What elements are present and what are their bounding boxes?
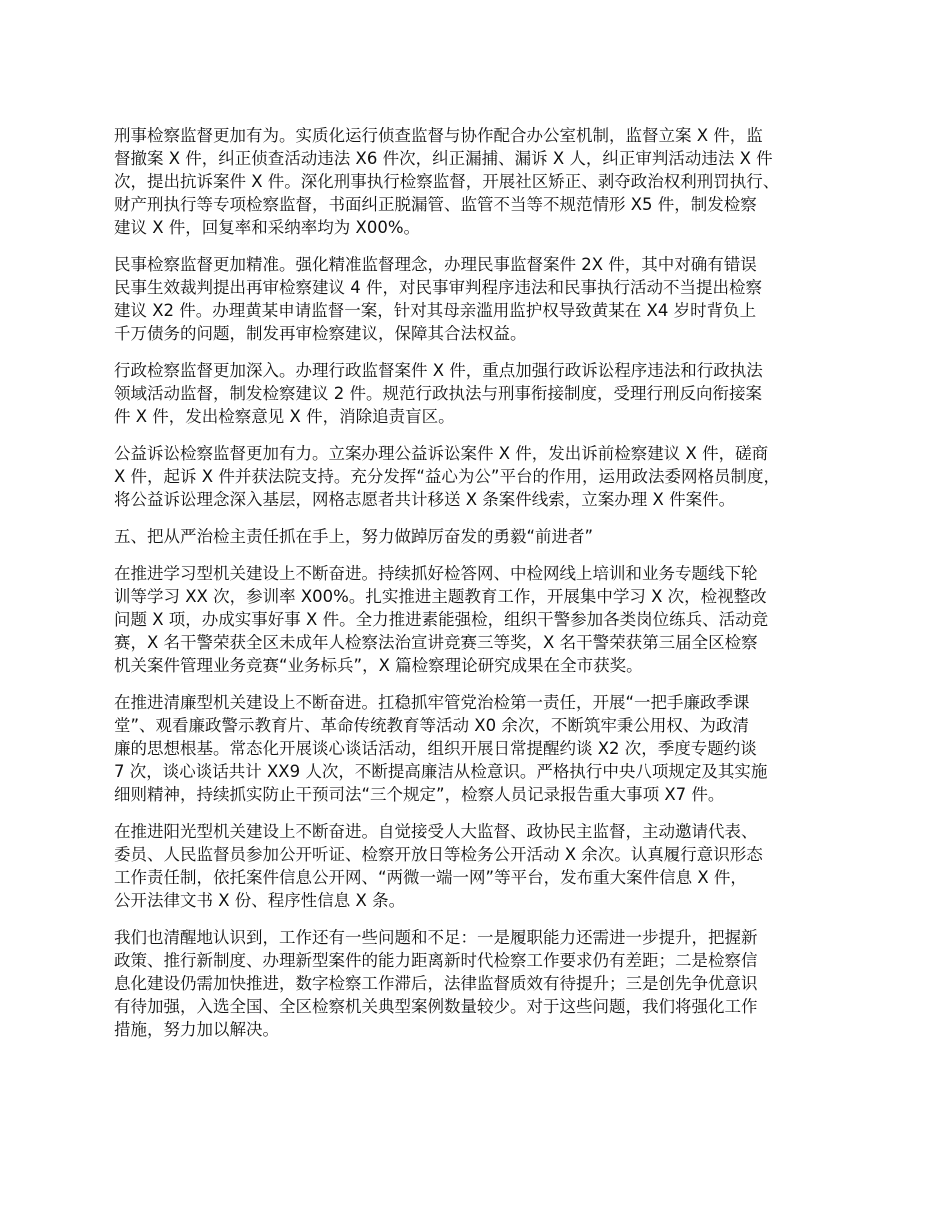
section-heading-five: 五、把从严治检主责任抓在手上，努力做踔厉奋发的勇毅“前进者”: [114, 527, 594, 546]
paragraph-problems-and-shortcomings: 我们也清醒地认识到，工作还有一些问题和不足：一是履职能力还需进一步提升，把握新 政策、推行新制度、办理新型案件的能力距离新时代检察工作要求仍有差距；二是检察信 息化建设仍需加快推进，数字检察工作滞后，法律监督质效有待提升；三是创先争优意识 有待加强，入选全国、全区检察机关典型案例数量较少。对于这些问题，我们将强化工作 措施，努力加以解决。: [114, 928, 758, 1039]
paragraph-transparent-organization: 在推进阳光型机关建设上不断奋进。自觉接受人大监督、政协民主监督，主动邀请代表、 委员、人民监督员参加公开听证、检察开放日等检务公开活动 X 余次。认真履行意识形态 工作责任制，依托案件信息公开网、“两微一端一网”等平台，发布重大案件信息 X 件， 公开法律文书 X 份、程序性信息 X 条。: [114, 822, 763, 910]
paragraph-administrative-supervision: 行政检察监督更加深入。办理行政监督案件 X 件，重点加强行政诉讼程序违法和行政执法 领域活动监督，制发检察建议 2 件。规范行政执法与刑事衔接制度，受理行刑反向衔接案 件 X 件，发出检察意见 X 件，消除追责盲区。: [114, 361, 763, 426]
paragraph-civil-supervision: 民事检察监督更加精准。强化精准监督理念，办理民事监督案件 2X 件，其中对确有错误 民事生效裁判提出再审检察建议 4 件，对民事审判程序违法和民事执行活动不当提出检察 建议 X2 件。办理黄某申请监督一案，针对其母亲滥用监护权导致黄某在 X4 岁时背负上 千万债务的问题，制发再审检察建议，保障其合法权益。: [114, 255, 762, 343]
paragraph-integrity-organization: 在推进清廉型机关建设上不断奋进。扛稳抓牢管党治检第一责任，开展“一把手廉政季课 堂”、观看廉政警示教育片、革命传统教育等活动 X0 余次，不断筑牢秉公用权、为政清 廉的思想根基。常态化开展谈心谈话活动，组织开展日常提醒约谈 X2 次，季度专题约谈 7 次，谈心谈话共计 XX9 人次，不断提高廉洁从检意识。严格执行中央八项规定及其实施 细则精神，持续抓实防止干预司法“三个规定”，检察人员记录报告重大事项 X7 件。: [114, 693, 768, 804]
paragraph-criminal-supervision: 刑事检察监督更加有为。实质化运行侦查监督与协作配合办公室机制，监督立案 X 件，监 督撤案 X 件，纠正侦查活动违法 X6 件次，纠正漏捕、漏诉 X 人，纠正审判活动违法 X 件 次，提出抗诉案件 X 件。深化刑事执行检察监督，开展社区矫正、剥夺政治权利刑罚执行、 财产刑执行等专项检察监督，书面纠正脱漏管、监管不当等不规范情形 X5 件，制发检察 建议 X 件，回复率和采纳率均为 X00%。: [114, 126, 780, 237]
paragraph-public-interest-litigation: 公益诉讼检察监督更加有力。立案办理公益诉讼案件 X 件，发出诉前检察建议 X 件，磋商 X 件，起诉 X 件并获法院支持。充分发挥“益心为公”平台的作用，运用政法委网格员制度， 将公益诉讼理念深入基层，网格志愿者共计移送 X 条案件线索，立案办理 X 件案件。: [114, 444, 780, 509]
paragraph-learning-organization: 在推进学习型机关建设上不断奋进。持续抓好检答网、中检网线上培训和业务专题线下轮 训等学习 XX 次，参训率 X00%。扎实推进主题教育工作，开展集中学习 X 次，检视整改 问题 X 项，办成实事好事 X 件。全力推进素能强检，组织干警参加各类岗位练兵、活动竞 赛，X 名干警荣获全区未成年人检察法治宣讲竞赛三等奖，X 名干警荣获第三届全区检察 机关案件管理业务竞赛“业务标兵”，X 篇检察理论研究成果在全市获奖。: [114, 564, 769, 675]
document-body: [114, 124, 854, 1041]
